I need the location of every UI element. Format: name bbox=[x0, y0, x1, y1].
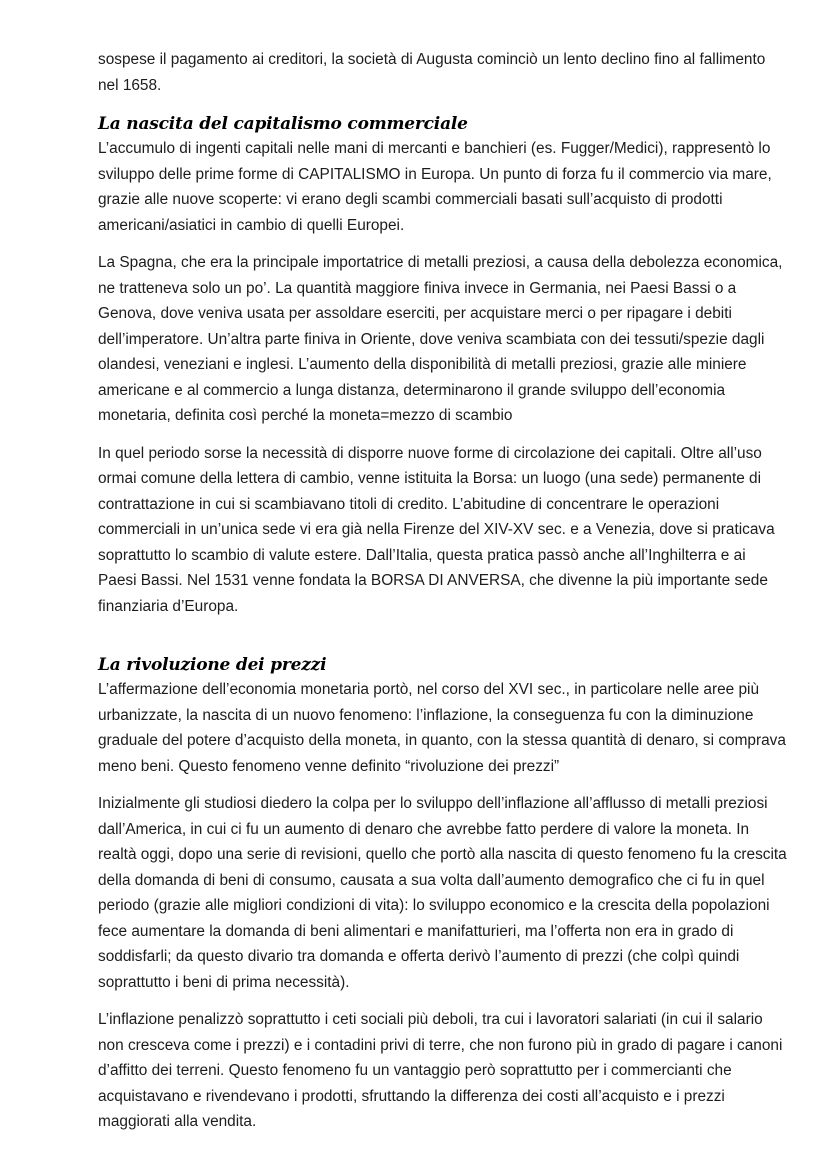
section-heading-rivoluzione-prezzi: La rivoluzione dei prezzi bbox=[98, 655, 327, 675]
paragraph: La Spagna, che era la principale importatrice di metalli preziosi, a causa della debolezza economica, ne tratteneva solo un po’. La quantità maggiore finiva invece in Germania, nei Paesi Bassi o a Genova, dove veniva usata per assoldare eserciti, per acquistare merci o per ripagare i debiti dell’imperatore. Un’altra parte finiva in Oriente, dove veniva scambiata con dei tessuti/spezie dagli olandesi, veneziani e inglesi. L’aumento della disponibilità di metalli preziosi, grazie alle miniere americane e al commercio a lunga distanza, determinarono il grande sviluppo dell’economia monetaria, definita così perché la moneta=mezzo di scambio bbox=[98, 254, 783, 424]
document-page bbox=[98, 47, 788, 1147]
paragraph: L’inflazione penalizzò soprattutto i ceti sociali più deboli, tra cui i lavoratori salariati (in cui il salario non cresceva come i prezzi) e i contadini privi di terre, che non furono più in grado di pagare i canoni d’affitto dei terreni. Questo fenomeno fu un vantaggio però soprattutto per i commercianti che acquistavano e rivendevano i prodotti, sfruttando la differenza dei costi all’acquisto e i prezzi maggiorati alla vendita. bbox=[98, 1011, 783, 1130]
section-rivoluzione-prezzi bbox=[98, 653, 788, 1135]
section-heading-capitalismo: La nascita del capitalismo commerciale bbox=[98, 114, 468, 134]
intro-paragraph: sospese il pagamento ai creditori, la società di Augusta cominciò un lento declino fino al fallimento nel 1658. bbox=[98, 51, 766, 94]
section-capitalismo bbox=[98, 112, 788, 619]
paragraph: L’accumulo di ingenti capitali nelle mani di mercanti e banchieri (es. Fugger/Medici), rappresentò lo sviluppo delle prime forme di CAPITALISMO in Europa. Un punto di forza fu il commercio via mare, grazie alle nuove scoperte: vi erano degli scambi commerciali basati sull’acquisto di prodotti americani/asiatici in cambio di quelli Europei. bbox=[98, 140, 772, 234]
paragraph: Inizialmente gli studiosi diedero la colpa per lo sviluppo dell’inflazione all’afflusso di metalli preziosi dall’America, in cui ci fu un aumento di denaro che avrebbe fatto perdere di valore la moneta. In realtà oggi, dopo una serie di revisioni, quello che portò alla nascita di questo fenomeno fu la crescita della domanda di beni di consumo, causata a sua volta dall’aumento demografico che ci fu in quel periodo (grazie alle migliori condizioni di vita): lo sviluppo economico e la crescita della popolazioni fece aumentare la domanda di beni alimentari e manifatturieri, ma l’offerta non era in grado di soddisfarli; da questo divario tra domanda e offerta derivò l’aumento di prezzi (che colpì quindi soprattutto i beni di prima necessità). bbox=[98, 795, 787, 991]
paragraph: In quel periodo sorse la necessità di disporre nuove forme di circolazione dei capitali. Oltre all’uso ormai comune della lettera di cambio, venne istituita la Borsa: un luogo (una sede) permanente di contrattazione in cui si scambiavano titoli di credito. L’abitudine di concentrare le operazioni commerciali in un’unica sede vi era già nella Firenze del XIV-XV sec. e a Venezia, dove si praticava soprattutto lo scambio di valute estere. Dall’Italia, questa pratica passò anche all’Inghilterra e ai Paesi Bassi. Nel 1531 venne fondata la BORSA DI ANVERSA, che divenne la più importante sede finanziaria d’Europa. bbox=[98, 444, 775, 615]
paragraph: L’affermazione dell’economia monetaria portò, nel corso del XVI sec., in particolare nelle aree più urbanizzate, la nascita di un nuovo fenomeno: l’inflazione, la conseguenza fu con la diminuzione graduale del potere d’acquisto della moneta, in quanto, con la stessa quantità di denaro, si comprava meno beni. Questo fenomeno venne definito “rivoluzione dei prezzi” bbox=[98, 681, 786, 775]
